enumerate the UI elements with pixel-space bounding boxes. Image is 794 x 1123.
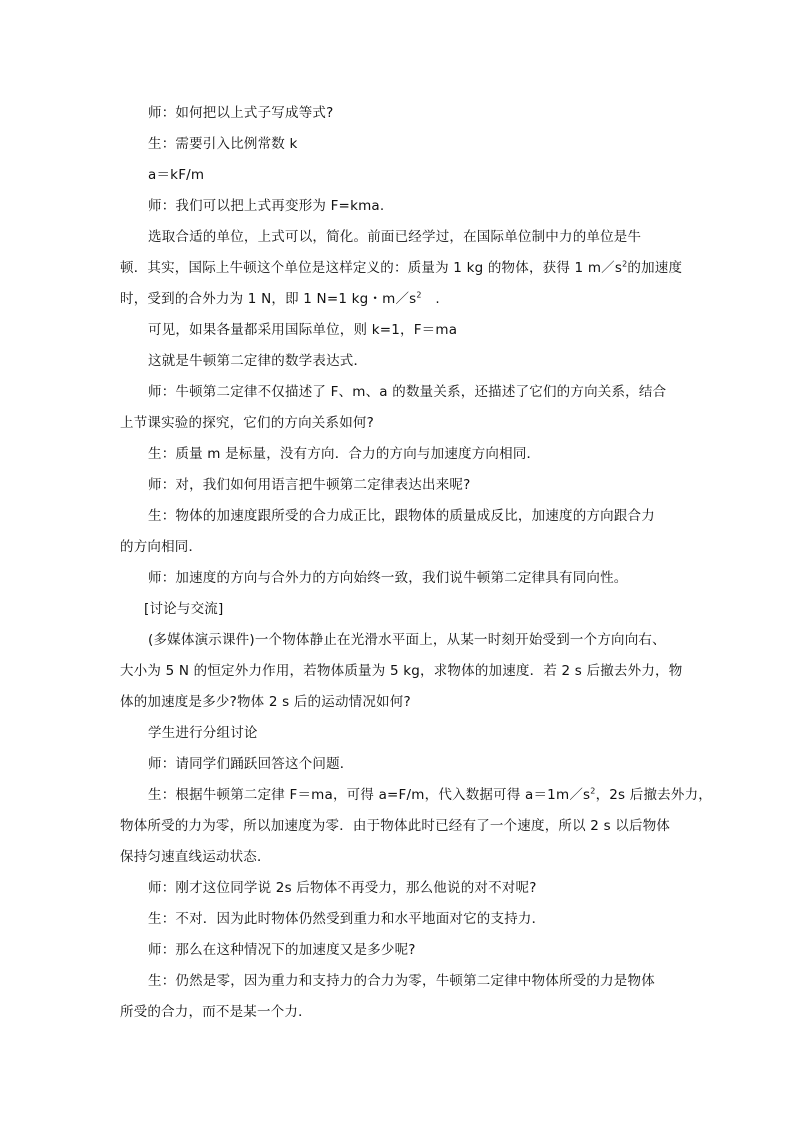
- text-line: 师：我们可以把上式再变形为 F=kma.: [148, 198, 385, 214]
- text-line: 可见，如果各量都采用国际单位，则 k=1，F＝ma: [148, 322, 458, 338]
- text-line: 的方向相同．: [120, 539, 203, 555]
- text-line: 生：质量 m 是标量，没有方向．合力的方向与加速度方向相同．: [148, 446, 541, 462]
- text-line: 体的加速度是多少?物体 2 s 后的运动情况如何?: [120, 694, 411, 710]
- text-line: 师：那么在这种情况下的加速度又是多少呢?: [148, 942, 416, 958]
- text-line: 大小为 5 N 的恒定外力作用，若物体质量为 5 kg，求物体的加速度．若 2 s 后撤去外力，物: [120, 663, 683, 679]
- text-line: 师：牛顿第二定律不仅描述了 F、m、a 的数量关系，还描述了它们的方向关系，结合: [148, 384, 667, 400]
- text-line: 所受的合力，而不是某一个力．: [120, 1004, 312, 1020]
- text-line: 生：不对．因为此时物体仍然受到重力和水平地面对它的支持力．: [148, 911, 546, 927]
- text-line: 师：加速度的方向与合外力的方向始终一致，我们说牛顿第二定律具有同向性。: [148, 570, 628, 586]
- text-line: 师：请同学们踊跃回答这个问题．: [148, 756, 354, 772]
- text-line: 生：物体的加速度跟所受的合力成正比，跟物体的质量成反比，加速度的方向跟合力: [148, 508, 655, 524]
- text-line: 选取合适的单位，上式可以，简化。前面已经学过，在国际单位制中力的单位是牛: [148, 229, 642, 245]
- text-line: 师：刚才这位同学说 2s 后物体不再受力，那么他说的对不对呢?: [148, 880, 537, 896]
- text-line: 上节课实验的探究，它们的方向关系如何?: [120, 415, 374, 431]
- text-line: 生：根据牛顿第二定律 F＝ma，可得 a=F/m，代入数据可得 $a=1m/s^2$，2s 后撤去外力，: [148, 786, 712, 803]
- text-line: 师：如何把以上式子写成等式?: [148, 105, 334, 121]
- text-line: 这就是牛顿第二定律的数学表达式．: [148, 353, 368, 369]
- text-line: 时，受到的合外力为 1 N，即 1 N=1 kg・$m/s^2$ .: [120, 290, 440, 307]
- text-line: (多媒体演示课件)一个物体静止在光滑水平面上，从某一时刻开始受到一个方向向右、: [148, 632, 666, 648]
- text-line: 生：需要引入比例常数 k: [148, 136, 298, 152]
- text-line: 顿．其实，国际上牛顿这个单位是这样定义的：质量为 1 kg 的物体，获得 1 $m/s^2$的加速度: [120, 259, 683, 276]
- text-line: 学生进行分组讨论: [148, 725, 258, 741]
- text-line: 师：对，我们如何用语言把牛顿第二定律表达出来呢?: [148, 477, 471, 493]
- section-heading: [讨论与交流]: [144, 601, 224, 617]
- text-line: 生：仍然是零，因为重力和支持力的合力为零，牛顿第二定律中物体所受的力是物体: [148, 973, 655, 989]
- formula-line: a＝kF/m: [148, 167, 205, 183]
- text-line: 保持匀速直线运动状态．: [120, 849, 271, 865]
- text-line: 物体所受的力为零，所以加速度为零．由于物体此时已经有了一个速度，所以 2 s 以后物体: [120, 818, 671, 834]
